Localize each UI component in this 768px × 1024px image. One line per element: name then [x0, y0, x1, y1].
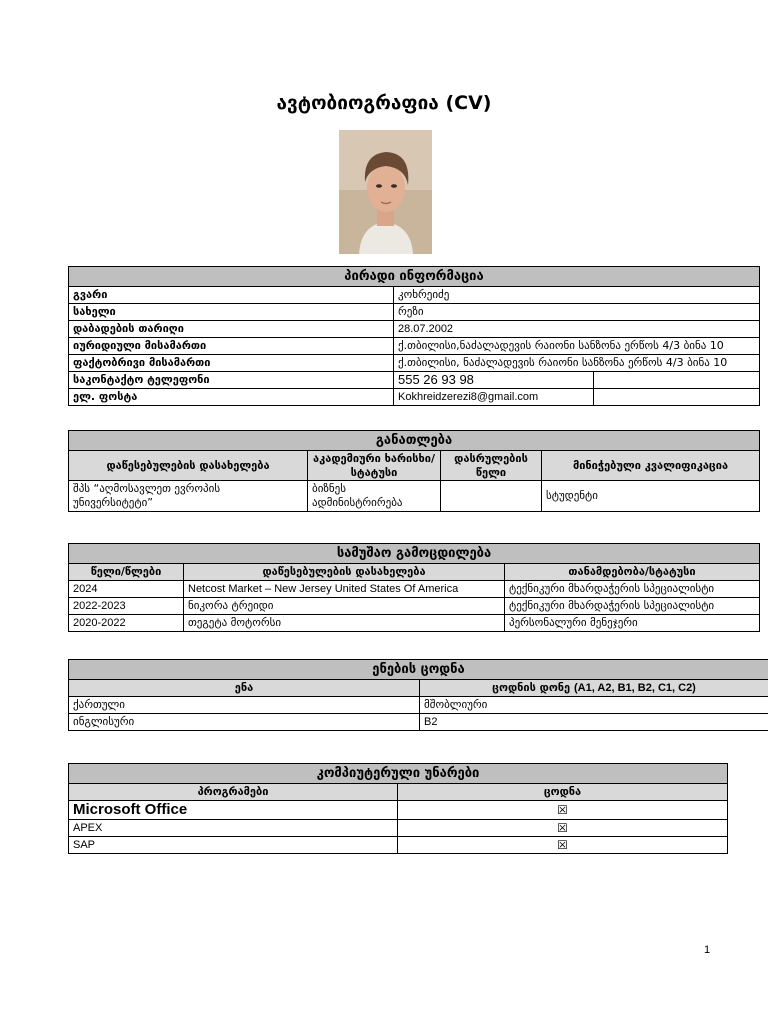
work-years: 2022-2023 [69, 598, 184, 615]
work-experience-header: სამუშაო გამოცდილება [69, 544, 760, 564]
email-value: Kokhreidzerezi8@gmail.com [394, 389, 594, 406]
checkbox-checked-icon: ☒ [398, 837, 728, 854]
table-row [69, 615, 760, 632]
table-row [69, 389, 760, 406]
actual-address-label: ფაქტობრივი მისამართი [69, 355, 394, 372]
table-row [69, 321, 760, 338]
surname-value: კოხრეიძე [394, 287, 760, 304]
table-row [69, 287, 760, 304]
work-experience-table [68, 543, 760, 632]
language-name: ინგლისური [69, 714, 420, 731]
education-header: განათლება [69, 431, 760, 451]
computer-col-program: პროგრამები [69, 784, 398, 801]
table-row [69, 801, 728, 820]
work-col-position: თანამდებობა/სტატუსი [505, 564, 760, 581]
languages-col-level-text: ცოდნის დონე [492, 681, 571, 694]
work-position: ტექნიკური მხარდაჭერის სპეციალისტი [505, 598, 760, 615]
education-col-institution: დაწესებულების დასახელება [69, 451, 308, 481]
computer-skills-table [68, 763, 728, 854]
table-row [69, 304, 760, 321]
legal-address-label: იურიდიული მისამართი [69, 338, 394, 355]
work-position: ტექნიკური მხარდაჭერის სპეციალისტი [505, 581, 760, 598]
phone-extra-cell [594, 372, 760, 389]
phone-value: 555 26 93 98 [394, 372, 594, 389]
birthdate-value: 28.07.2002 [394, 321, 760, 338]
table-row [69, 697, 768, 714]
table-row [69, 581, 760, 598]
table-row [69, 714, 768, 731]
education-col-degree: აკადემიური ხარისხი/სტატუსი [308, 451, 441, 481]
personal-info-header: პირადი ინფორმაცია [69, 267, 760, 287]
table-row [69, 820, 728, 837]
computer-col-knowledge: ცოდნა [398, 784, 728, 801]
personal-info-table [68, 266, 760, 406]
languages-col-level [420, 680, 768, 697]
languages-col-level-scale: (A1, A2, B1, B2, C1, C2) [574, 682, 696, 694]
languages-col-language: ენა [69, 680, 420, 697]
legal-address-value: ქ.თბილისი,ნაძალადევის რაიონი სანზონა ერწოს 4/3 ბინა 10 [394, 338, 760, 355]
education-institution: შპს “აღმოსავლეთ ევროპის უნივერსიტეტი” [69, 481, 308, 512]
work-company: თეგეტა მოტორსი [184, 615, 505, 632]
profile-photo-image [339, 130, 432, 254]
work-company: ნიკორა ტრეიდი [184, 598, 505, 615]
work-company: Netcost Market – New Jersey United States Of America [184, 581, 505, 598]
page-title: ავტობიოგრაფია (CV) [276, 92, 492, 114]
computer-skills-header: კომპიუტერული უნარები [69, 764, 728, 784]
work-position: პერსონალური მენეჯერი [505, 615, 760, 632]
education-degree: ბიზნეს ადმინისტრირება [308, 481, 441, 512]
checkbox-checked-icon: ☒ [398, 820, 728, 837]
email-label: ელ. ფოსტა [69, 389, 394, 406]
profile-photo [339, 130, 432, 254]
phone-label: საკონტაქტო ტელეფონი [69, 372, 394, 389]
education-qualification: სტუდენტი [542, 481, 760, 512]
education-col-qualification: მინიჭებული კვალიფიკაცია [542, 451, 760, 481]
email-extra-cell [594, 389, 760, 406]
page-number: 1 [704, 944, 711, 956]
language-level: მშობლიური [420, 697, 768, 714]
work-col-years: წელი/წლები [69, 564, 184, 581]
education-col-year: დასრულების წელი [441, 451, 542, 481]
table-row [69, 338, 760, 355]
table-row [69, 372, 760, 389]
table-row [69, 355, 760, 372]
name-label: სახელი [69, 304, 394, 321]
languages-header: ენების ცოდნა [69, 660, 768, 680]
program-name: SAP [69, 837, 398, 854]
language-level: B2 [420, 714, 768, 731]
work-years: 2020-2022 [69, 615, 184, 632]
actual-address-value: ქ.თბილისი, ნაძალადევის რაიონი სანზონა ერწოს 4/3 ბინა 10 [394, 355, 760, 372]
language-name: ქართული [69, 697, 420, 714]
table-row [69, 598, 760, 615]
table-row [69, 837, 728, 854]
table-row [69, 481, 760, 512]
birthdate-label: დაბადების თარიღი [69, 321, 394, 338]
work-col-company: დაწესებულების დასახელება [184, 564, 505, 581]
education-table [68, 430, 760, 512]
surname-label: გვარი [69, 287, 394, 304]
education-year [441, 481, 542, 512]
languages-table [68, 659, 768, 731]
name-value: რეზი [394, 304, 760, 321]
program-name: Microsoft Office [69, 801, 398, 820]
checkbox-checked-icon: ☒ [398, 801, 728, 820]
work-years: 2024 [69, 581, 184, 598]
program-name: APEX [69, 820, 398, 837]
